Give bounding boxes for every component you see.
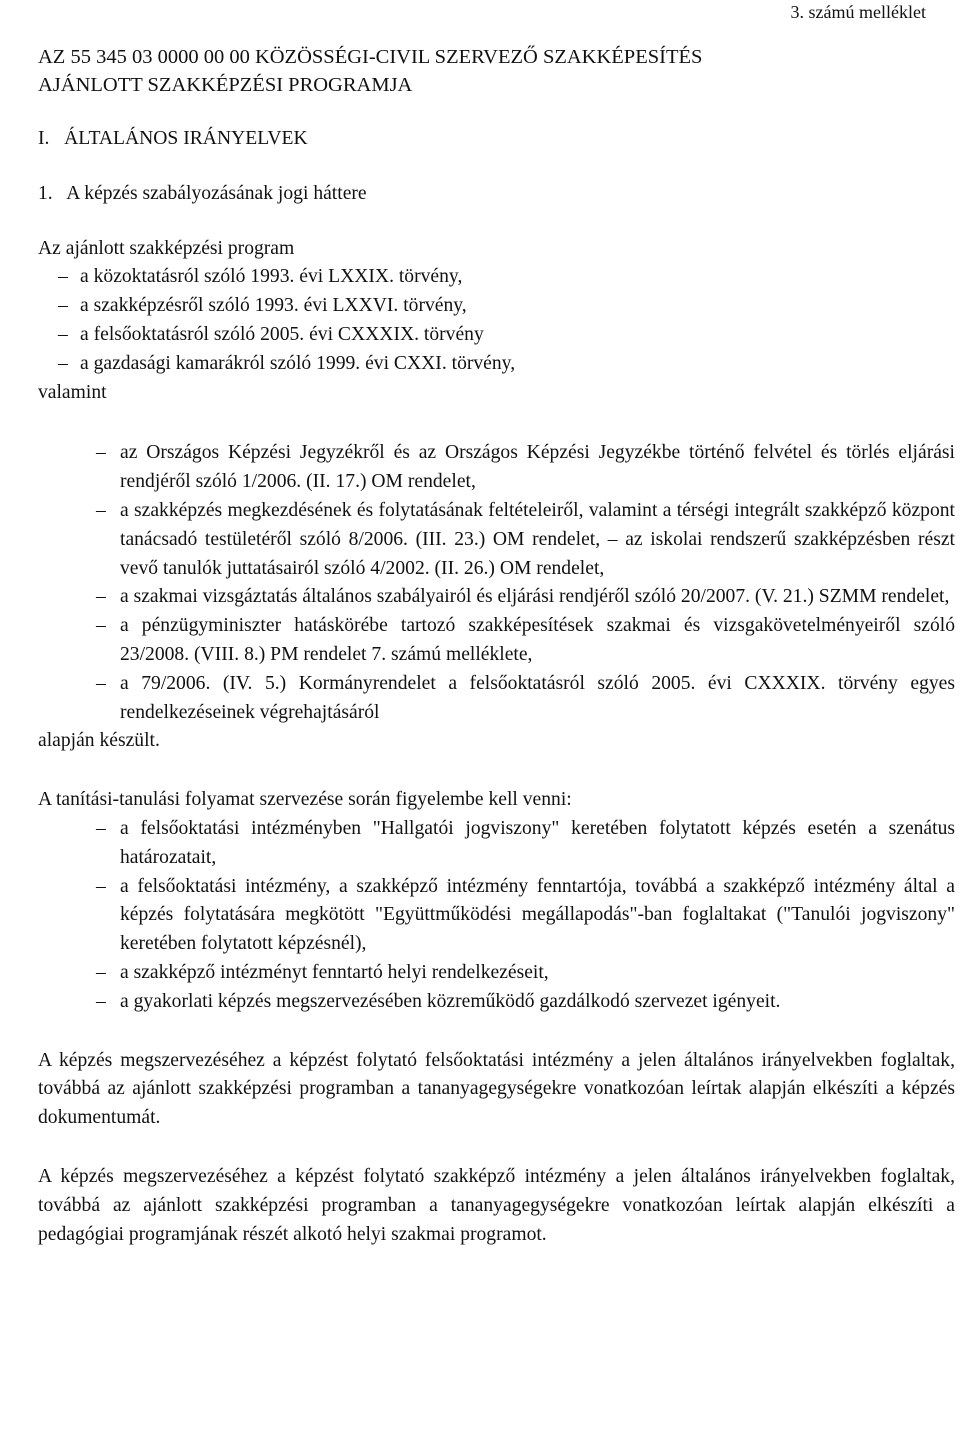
list-item-text: a felsőoktatásról szóló 2005. évi CXXXIX. törvény [80, 323, 484, 345]
list-item-text: a közoktatásról szóló 1993. évi LXXIX. törvény, [80, 266, 463, 288]
regulation-list [38, 439, 955, 727]
process-intro: A tanítási-tanulási folyamat szervezése során figyelembe kell venni: [38, 789, 572, 811]
list-item [38, 350, 955, 379]
dash-bullet: – [96, 990, 106, 1012]
list-item-text: a felsőoktatási intézményben "Hallgatói jogviszony" keretében folytatott képzés esetén a szenátus határozatait, [120, 817, 955, 868]
dash-bullet: – [58, 266, 68, 288]
subsection-heading: 1. A képzés szabályozásának jogi háttere [38, 182, 367, 204]
intro-text: Az ajánlott szakképzési program [38, 237, 295, 259]
list-item [38, 321, 955, 350]
document-title [38, 43, 955, 99]
title-line-1: AZ 55 345 03 0000 00 00 KÖZÖSSÉGI-CIVIL SZERVEZŐ SZAKKÉPESÍTÉS [38, 46, 703, 68]
list-item [38, 612, 955, 670]
list-item [38, 959, 955, 988]
list-item-text: a gyakorlati képzés megszervezésében közreműködő gazdálkodó szervezet igényeit. [120, 990, 781, 1012]
list-item-text: az Országos Képzési Jegyzékről és az Országos Képzési Jegyzékbe történő felvétel és törlés eljárási rendjéről szóló 1/2006. (II. 17.) OM rendelet, [120, 442, 955, 493]
list-item-text: a szakképző intézményt fenntartó helyi rendelkezéseit, [120, 961, 549, 983]
dash-bullet: – [96, 442, 106, 464]
list-item [38, 292, 955, 321]
dash-bullet: – [58, 323, 68, 345]
title-line-2: AJÁNLOTT SZAKKÉPZÉSI PROGRAMJA [38, 74, 413, 96]
dash-bullet: – [96, 672, 106, 694]
paragraph-2: A képzés megszervezéséhez a képzést folytató szakképző intézmény a jelen általános irányelvekben foglaltak, továbbá az ajánlott szakképzési programban a tananyagegységekre vonatkozóan leírtak alapján elkészíti a pedagógiai programjának részét alkotó helyi szakmai programot. [38, 1165, 955, 1245]
list-item-text: a felsőoktatási intézmény, a szakképző intézmény fenntartója, továbbá a szakképző intézmény által a képzés folytatására megkötött "Együttműködési megállapodás"-ban foglaltakat ("Tanulói jogviszony" keretében folytatott képzésnél), [120, 875, 955, 955]
law-list [38, 263, 955, 378]
dash-bullet: – [58, 295, 68, 317]
annex-label: 3. számú melléklet [790, 2, 926, 22]
list-item [38, 815, 955, 873]
list-item-text: a szakképzésről szóló 1993. évi LXXVI. törvény, [80, 295, 467, 317]
list-item [38, 988, 955, 1017]
paragraph-1: A képzés megszervezéséhez a képzést folytató felsőoktatási intézmény a jelen általános irányelvekben foglaltak, továbbá az ajánlott szakképzési programban a tananyagegységekre vonatkozóan leírtak alapján elkészíti a képzés dokumentumát. [38, 1049, 955, 1129]
section-heading: I. ÁLTALÁNOS IRÁNYELVEK [38, 128, 308, 149]
process-list [38, 815, 955, 1017]
dash-bullet: – [96, 586, 106, 608]
dash-bullet: – [96, 961, 106, 983]
list-item [38, 670, 955, 728]
dash-bullet: – [96, 499, 106, 521]
list-item [38, 439, 955, 497]
list-item-text: a 79/2006. (IV. 5.) Kormányrendelet a felsőoktatásról szóló 2005. évi CXXXIX. törvény egyes rendelkezéseinek végrehajtásáról [120, 672, 955, 723]
list-item [38, 583, 955, 612]
dash-bullet: – [58, 352, 68, 374]
list-item-text: a szakképzés megkezdésének és folytatásának feltételeiről, valamint a térségi integrált szakképző központ tanácsadó testületéről szóló 8/2006. (III. 23.) OM rendelet, – az iskolai rendszerű szakképzésben részt vevő tanulók juttatásairól szóló 4/2002. (II. 26.) OM rendelet, [120, 499, 955, 579]
dash-bullet: – [96, 875, 106, 897]
document-page [38, 43, 955, 1249]
alapjan-text: alapján készült. [38, 730, 160, 752]
dash-bullet: – [96, 615, 106, 637]
list-item [38, 263, 955, 292]
list-item [38, 873, 955, 959]
list-item [38, 497, 955, 583]
list-item-text: a pénzügyminiszter hatáskörébe tartozó szakképesítések szakmai és vizsgakövetelményeiről szóló 23/2008. (VIII. 8.) PM rendelet 7. számú melléklete, [120, 615, 955, 665]
valamint-text: valamint [38, 381, 107, 403]
list-item-text: a szakmai vizsgáztatás általános szabályairól és eljárási rendjéről szóló 20/2007. (V. 21.) SZMM rendelet, [120, 586, 950, 608]
list-item-text: a gazdasági kamarákról szóló 1999. évi CXXI. törvény, [80, 352, 516, 374]
dash-bullet: – [96, 817, 106, 839]
